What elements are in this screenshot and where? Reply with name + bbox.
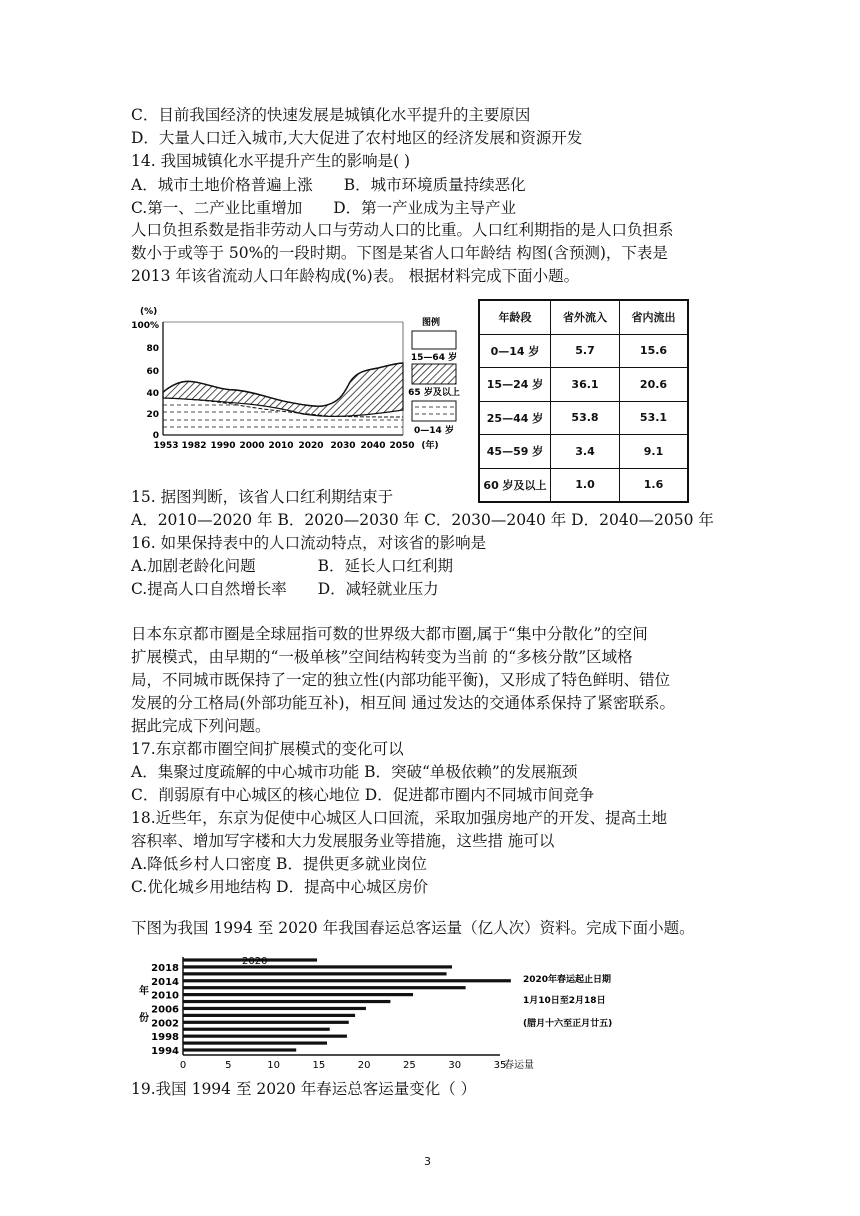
line-24: C.优化城乡用地结构 D．提高中心城区房价 [131, 878, 429, 896]
y-tick: 100% [131, 321, 159, 331]
x-axis-label: 春运量 [504, 1060, 534, 1071]
table-cell: 36.1 [551, 368, 620, 402]
legend-swatch-0-14 [412, 401, 456, 421]
line-12: C.提高人口自然增长率 D．减轻就业压力 [131, 580, 439, 598]
line-1: D．大量人口迁入城市,大大促进了农村地区的经济发展和资源开发 [131, 129, 583, 147]
line-10: 16. 如果保持表中的人口流动特点，对该省的影响是 [131, 534, 487, 552]
table-row [479, 334, 688, 368]
legend-label-15-64: 15—64 岁 [410, 353, 458, 363]
line-14: 扩展模式，由早期的“一极单核”空间结构转变为当前 的“多核分散”区域格 [131, 648, 633, 666]
table-cell: 45—59 岁 [479, 435, 551, 469]
y-axis-label-1: 年 [139, 986, 149, 997]
bar-label-2020: 2020 [242, 956, 268, 967]
annotation-line-1: 2020年春运起止日期 [523, 975, 612, 985]
line-25: 下图为我国 1994 至 2020 年我国春运总客运量（亿人次）资料。完成下面小题。 [131, 919, 695, 937]
y-tick: 2002 [151, 1018, 179, 1030]
x-tick: 2010 [268, 441, 294, 451]
table-cell: 5.7 [551, 334, 620, 368]
line-2: 14. 我国城镇化水平提升产生的影响是( ) [131, 152, 411, 170]
legend-label-65-plus: 65 岁及以上 [408, 388, 460, 398]
x-tick: 35 [493, 1060, 507, 1071]
line-11: A.加剧老龄化问题 B．延长人口红利期 [131, 557, 454, 575]
line-18: 17.东京都市圈空间扩展模式的变化可以 [131, 740, 404, 758]
bar-1998 [183, 1035, 347, 1038]
x-tick: 0 [179, 1060, 187, 1071]
bar-2010 [183, 993, 413, 996]
x-ticks-group [180, 1060, 507, 1071]
x-unit: (年) [421, 441, 439, 451]
y-tick: 0 [152, 431, 159, 441]
table-cell: 25—44 岁 [479, 401, 551, 435]
y-tick: 2018 [151, 962, 179, 974]
x-tick: 25 [403, 1060, 416, 1071]
bar-2014 [183, 979, 511, 982]
bar-1994 [183, 1048, 296, 1051]
table-cell: 3.4 [551, 435, 620, 469]
table-cell: 1.0 [551, 468, 620, 502]
table-header: 省内流出 [620, 300, 689, 334]
table-row [479, 435, 688, 469]
table-row [479, 401, 688, 435]
area-65-plus [163, 363, 403, 416]
table-row [479, 468, 688, 502]
x-tick: 20 [357, 1060, 371, 1071]
line-4: C.第一、二产业比重增加 D．第一产业成为主导产业 [131, 199, 517, 217]
line-26: 19.我国 1994 至 2020 年春运总客运量变化（ ） [131, 1080, 477, 1098]
table-header: 年龄段 [479, 300, 551, 334]
y-tick: 2010 [151, 990, 179, 1002]
y-tick: 2006 [151, 1004, 179, 1016]
x-tick: 2020 [298, 441, 324, 451]
x-tick: 2050 [389, 441, 415, 451]
x-tick: 1953 [153, 441, 179, 451]
x-tick: 1990 [210, 441, 236, 451]
bar-2000 [183, 1028, 330, 1031]
spring-festival-passenger-chart [128, 952, 668, 1074]
table-cell: 1.6 [620, 468, 689, 502]
line-9: A．2010—2020 年 B．2020—2030 年 C．2030—2040 年 D．2040—2050 年 [131, 511, 714, 529]
legend-label-0-14: 0—14 岁 [414, 426, 454, 436]
y-axis-label-2: 份 [139, 1013, 149, 1024]
line-8: 15. 据图判断，该省人口红利期结束于 [131, 488, 394, 506]
bar-2002 [183, 1021, 349, 1024]
chart-unit: (%) [140, 307, 158, 317]
y-axis-ticks [131, 321, 159, 441]
x-tick: 2040 [360, 441, 386, 451]
y-tick: 60 [146, 367, 159, 377]
line-17: 据此完成下列问题。 [131, 717, 271, 735]
annotation-line-2: 1月10日至2月18日 [523, 996, 606, 1006]
y-ticks-group [151, 963, 179, 1057]
bar-2004 [183, 1014, 355, 1017]
line-13: 日本东京都市圈是全球屈指可数的世界级大都市圈,属于“集中分散化”的空间 [131, 625, 648, 643]
population-structure-chart [128, 300, 473, 460]
bar-2018 [183, 965, 452, 968]
table-cell: 15.6 [620, 334, 689, 368]
table-cell: 20.6 [620, 368, 689, 402]
line-22: 容积率、增加写字楼和大力发展服务业等措施，这些措 施可以 [131, 832, 555, 850]
table-cell: 60 岁及以上 [479, 468, 551, 502]
line-20: C．削弱原有中心城区的核心地位 D．促进都市圈内不同城市间竞争 [131, 786, 595, 804]
line-5: 人口负担系数是指非劳动人口与劳动人口的比重。人口红利期指的是人口负担系 [131, 221, 674, 239]
y-tick: 2014 [151, 976, 179, 988]
annotation-line-3: (腊月十六至正月廿五) [523, 1019, 613, 1029]
x-tick: 15 [312, 1060, 326, 1071]
bar-1996 [183, 1041, 327, 1044]
x-tick: 2030 [330, 441, 356, 451]
y-tick: 1998 [151, 1032, 179, 1044]
table-row [479, 368, 688, 402]
y-tick: 80 [146, 344, 159, 354]
line-6: 数小于或等于 50%的一段时期。下图是某省人口年龄结 构图(含预测)，下表是 [131, 244, 668, 262]
bar-2016 [183, 972, 447, 975]
table-header: 省外流入 [551, 300, 620, 334]
table-cell: 9.1 [620, 435, 689, 469]
bars-group [183, 958, 511, 1051]
line-15: 局，不同城市既保持了一定的独立性(内部功能平衡)，又形成了特色鲜明、错位 [131, 671, 671, 689]
x-tick: 30 [448, 1060, 462, 1071]
table-cell: 53.1 [620, 401, 689, 435]
line-23: A.降低乡村人口密度 B．提供更多就业岗位 [131, 855, 427, 873]
table-cell: 53.8 [551, 401, 620, 435]
legend-title: 图例 [421, 318, 441, 328]
y-tick: 40 [146, 389, 159, 399]
x-tick: 5 [225, 1060, 232, 1071]
y-tick: 20 [146, 410, 159, 420]
line-3: A．城市土地价格普遍上涨 B．城市环境质量持续恶化 [131, 176, 526, 194]
legend-swatch-15-64 [412, 331, 456, 349]
bar-2006 [183, 1007, 366, 1010]
table-header-row [479, 300, 688, 334]
page-number: 3 [424, 1155, 431, 1168]
x-tick: 1982 [181, 441, 207, 451]
line-7: 2013 年该省流动人口年龄构成(%)表。 根据材料完成下面小题。 [131, 267, 580, 285]
x-tick: 2000 [239, 441, 265, 451]
line-21: 18.近些年，东京为促使中心城区人口回流，采取加强房地产的开发、提高土地 [131, 809, 668, 827]
bar-2008 [183, 1000, 390, 1003]
legend-swatch-65-plus [412, 364, 456, 384]
x-axis-ticks [153, 439, 438, 451]
x-tick: 10 [267, 1060, 280, 1071]
migration-age-table [478, 299, 689, 503]
bar-2012 [183, 986, 466, 989]
line-16: 发展的分工格局(外部功能互补)，相互间 通过发达的交通体系保持了紧密联系。 [131, 694, 676, 712]
line-19: A．集聚过度疏解的中心城市功能 B．突破“单极依赖”的发展瓶颈 [131, 763, 578, 781]
line-0: C．目前我国经济的快速发展是城镇化水平提升的主要原因 [131, 106, 531, 124]
y-tick: 1994 [151, 1046, 179, 1057]
table-cell: 0—14 岁 [479, 334, 551, 368]
table-cell: 15—24 岁 [479, 368, 551, 402]
